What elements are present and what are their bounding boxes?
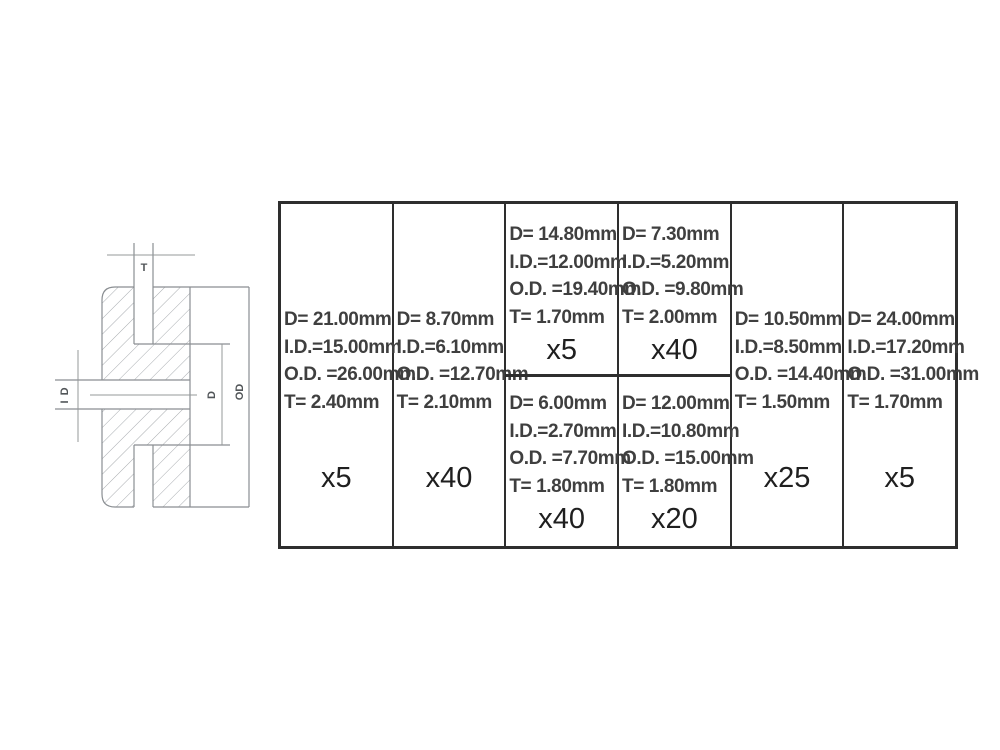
spec-line-id: I.D.=15.00mm: [284, 336, 402, 358]
spec-line-d: D= 8.70mm: [396, 309, 494, 330]
hatch-area-upper: [102, 287, 190, 380]
spec-line-d: D= 24.00mm: [847, 309, 955, 330]
spec-line-id: I.D.=6.10mm: [396, 336, 504, 358]
spec-line-od: O.D. =31.00mm: [847, 364, 979, 385]
hatch-area-lower: [102, 409, 190, 507]
spec-table: [278, 201, 979, 549]
spec-cell: [281, 204, 416, 546]
spec-dimensions: [509, 390, 631, 500]
spec-line-t: T= 1.70mm: [509, 306, 605, 328]
spec-line-od: O.D. =14.40mm: [734, 364, 867, 385]
grommet-cross-section-diagram: [40, 225, 270, 535]
spec-line-od: O.D. =7.70mm: [509, 448, 631, 469]
spec-line-d: D= 12.00mm: [622, 393, 730, 414]
spec-column-6: [844, 204, 979, 546]
spec-line-od: O.D. =15.00mm: [622, 448, 754, 469]
spec-line-d: D= 21.00mm: [284, 309, 392, 330]
spec-cell: [506, 204, 641, 377]
spec-line-id: I.D.=5.20mm: [622, 251, 730, 273]
spec-line-t: T= 1.80mm: [622, 475, 718, 497]
spec-cell: [619, 377, 754, 546]
spec-line-t: T= 2.10mm: [396, 391, 492, 413]
grommet-cross-section-svg: [40, 225, 270, 535]
quantity-label: x25: [763, 462, 811, 494]
spec-column-2: [394, 204, 529, 546]
d-dimension-label: D: [205, 391, 218, 399]
quantity-label: x40: [425, 462, 473, 494]
spec-cell: [394, 204, 529, 546]
spec-column-5: [732, 204, 867, 546]
spec-dimensions: [622, 221, 744, 331]
spec-dimensions: [284, 306, 416, 416]
spec-cell: [506, 377, 631, 546]
t-dimension-label: T: [140, 262, 148, 274]
quantity-label: x5: [884, 462, 916, 494]
quantity-label: x5: [546, 334, 577, 366]
spec-line-id: I.D.=10.80mm: [622, 420, 740, 442]
quantity-label: x40: [650, 334, 698, 366]
spec-dimensions: [509, 221, 641, 331]
spec-line-d: D= 14.80mm: [509, 224, 617, 245]
spec-line-id: I.D.=12.00mm: [509, 251, 627, 273]
quantity-label: x40: [538, 503, 586, 535]
spec-line-d: D= 7.30mm: [622, 224, 720, 245]
spec-line-d: D= 10.50mm: [734, 309, 843, 330]
spec-cell: [619, 204, 744, 377]
spec-line-od: O.D. =12.70mm: [396, 364, 529, 385]
spec-line-t: T= 2.40mm: [284, 391, 380, 413]
spec-line-t: T= 1.50mm: [734, 391, 830, 413]
quantity-label: x20: [650, 503, 698, 535]
spec-cell: [844, 204, 979, 546]
spec-line-od: O.D. =26.00mm: [284, 364, 416, 385]
spec-line-id: I.D.=8.50mm: [734, 336, 842, 358]
spec-dimensions: [622, 390, 754, 500]
spec-cell: [732, 204, 867, 546]
spec-line-od: O.D. =9.80mm: [622, 279, 744, 300]
spec-column-1: [281, 204, 416, 546]
spec-column-3: [506, 204, 641, 546]
spec-column-4: [619, 204, 754, 546]
spec-dimensions: [396, 306, 529, 416]
spec-dimensions: [734, 306, 867, 416]
spec-line-id: I.D.=17.20mm: [847, 336, 965, 358]
spec-line-od: O.D. =19.40mm: [509, 279, 641, 300]
spec-line-id: I.D.=2.70mm: [509, 420, 617, 442]
id-dimension-label: I D: [58, 386, 71, 404]
spec-dimensions: [847, 306, 979, 416]
od-dimension-label: OD: [233, 383, 246, 401]
spec-line-t: T= 2.00mm: [622, 306, 718, 328]
spec-line-t: T= 1.80mm: [509, 475, 605, 497]
quantity-label: x5: [321, 462, 352, 494]
spec-line-t: T= 1.70mm: [847, 391, 943, 413]
spec-line-d: D= 6.00mm: [509, 393, 607, 414]
